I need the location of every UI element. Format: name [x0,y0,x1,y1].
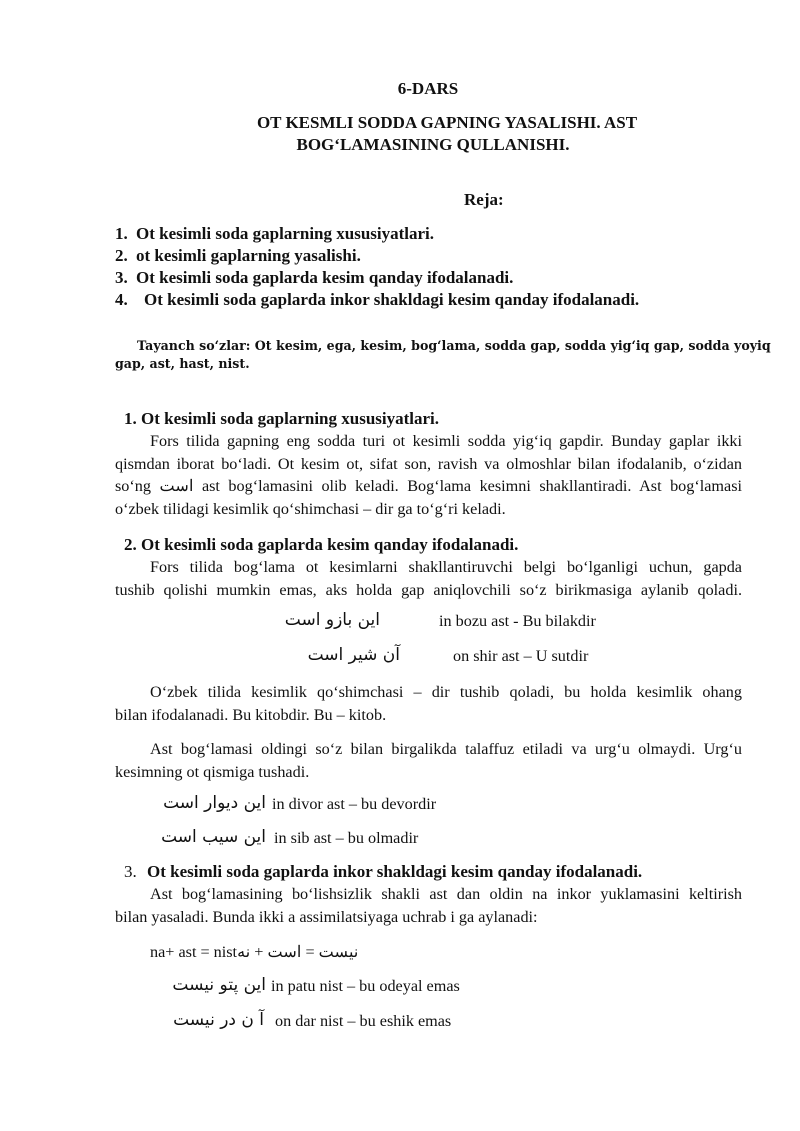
plan-item-text: Ot kesimli soda gaplarning xususiyatlari. [136,224,435,243]
title-line-1: OT KESMLI SODDA GAPNING YASALISHI. AST [256,113,638,132]
plan-item-text: ot kesimli gaplarning yasalishi. [136,246,361,265]
lesson-number: 6-DARS [397,79,459,98]
section-3-number: 3. [124,862,137,881]
section-2-paragraph-3 [115,738,742,783]
section-2-paragraph [115,556,742,601]
paragraph-line: bilan yasaladi. Bunda ikki a assimilatsiyaga uchrab i ga aylanadi: [115,907,538,926]
section-1-heading: 1. Ot kesimli soda gaplarning xususiyatlari. [124,409,440,428]
plan-item [115,246,361,266]
section-1-paragraph [115,430,742,520]
example-translation: in bozu ast - Bu bilakdir [439,612,596,630]
example-persian: این پتو نیست [172,975,266,995]
title-line-2: BOG‘LAMASINING QULLANISHI. [296,135,570,154]
plan-item-number: 2. [115,246,128,265]
plan-item-number: 3. [115,268,128,287]
paragraph-line: kesimning ot qismiga tushadi. [115,762,310,781]
plan-label: Reja: [464,190,504,209]
plan-item-number: 1. [115,224,128,243]
section-3-paragraph [115,883,742,928]
example-translation: in sib ast – bu olmadir [274,829,419,847]
keywords-line-1: Tayanch so‘zlar: Ot kesim, ega, kesim, bog‘lama, sodda gap, sodda yig‘iq gap, sodda yoyiq [137,338,771,353]
paragraph-line: tushib qolishi mumkin emas, aks holda gap aniqlovchili so‘z birikmasiga aylanib qoladi. [115,580,742,599]
paragraph-line: Fors tilida gapning eng sodda turi ot kesimli sodda yig‘iq gapdir. Bunday gaplar ikki [150,432,742,450]
plan-item [115,290,639,310]
plan-item-text: Ot kesimli soda gaplarda kesim qanday ifodalanadi. [136,268,514,287]
paragraph-line: so‘ng است ast bog‘lamasini olib keladi. Bog‘lama kesimni shakllantiradi. Ast bog‘lamasi [115,477,742,496]
section-2-paragraph-2 [115,681,742,726]
paragraph-line: bilan ifodalanadi. Bu kitobdir. Bu – kitob. [115,705,387,724]
plan-item-number: 4. [115,290,128,309]
example-persian: آن شیر است [307,645,400,665]
paragraph-line: Fors tilida bog‘lama ot kesimlarni shakllantiruvchi belgi bo‘lganligi uchun, gapda [150,558,742,576]
example-translation: in divor ast – bu devordir [272,795,437,813]
plan-item [115,268,513,288]
example-persian: این بازو است [284,610,380,630]
paragraph-line: o‘zbek tilidagi kesimlik qo‘shimchasi – dir ga to‘g‘ri keladi. [115,499,506,518]
example-translation: in patu nist – bu odeyal emas [271,977,460,995]
plan-item-text: Ot kesimli soda gaplarda inkor shakldagi kesim qanday ifodalanadi. [144,290,640,309]
section-3-title: Ot kesimli soda gaplarda inkor shakldagi kesim qanday ifodalanadi. [147,862,643,881]
example-translation: on shir ast – U sutdir [453,647,589,665]
section-2-heading: 2. Ot kesimli soda gaplarda kesim qanday ifodalanadi. [124,535,519,554]
paragraph-line: Ast bog‘lamasining bo‘lishsizlik shakli ast dan oldin na inkor yuklamasini keltirish [150,885,742,903]
paragraph-line: O‘zbek tilida kesimlik qo‘shimchasi – dir tushib qoladi, bu holda kesimlik ohang [150,683,742,701]
example-translation: on dar nist – bu eshik emas [275,1012,452,1030]
plan-item [115,224,434,244]
negation-formula: na+ ast = nistنیست = است + نه [150,943,359,961]
paragraph-line: Ast bog‘lamasi oldingi so‘z bilan birgalikda talaffuz etiladi va urg‘u olmaydi. Urg‘u [150,740,742,758]
keywords-line-2: gap, ast, hast, nist. [115,356,250,371]
paragraph-line: qismdan iborat bo‘ladi. Ot kesim ot, sifat son, ravish va olmoshlar bilan ifodalanib, o‘zidan [115,454,742,473]
section-3-heading [124,862,642,882]
example-persian: آ ن در نیست [173,1010,264,1030]
example-persian: این دیوار است [163,793,266,813]
example-persian: این سیب است [161,827,266,847]
